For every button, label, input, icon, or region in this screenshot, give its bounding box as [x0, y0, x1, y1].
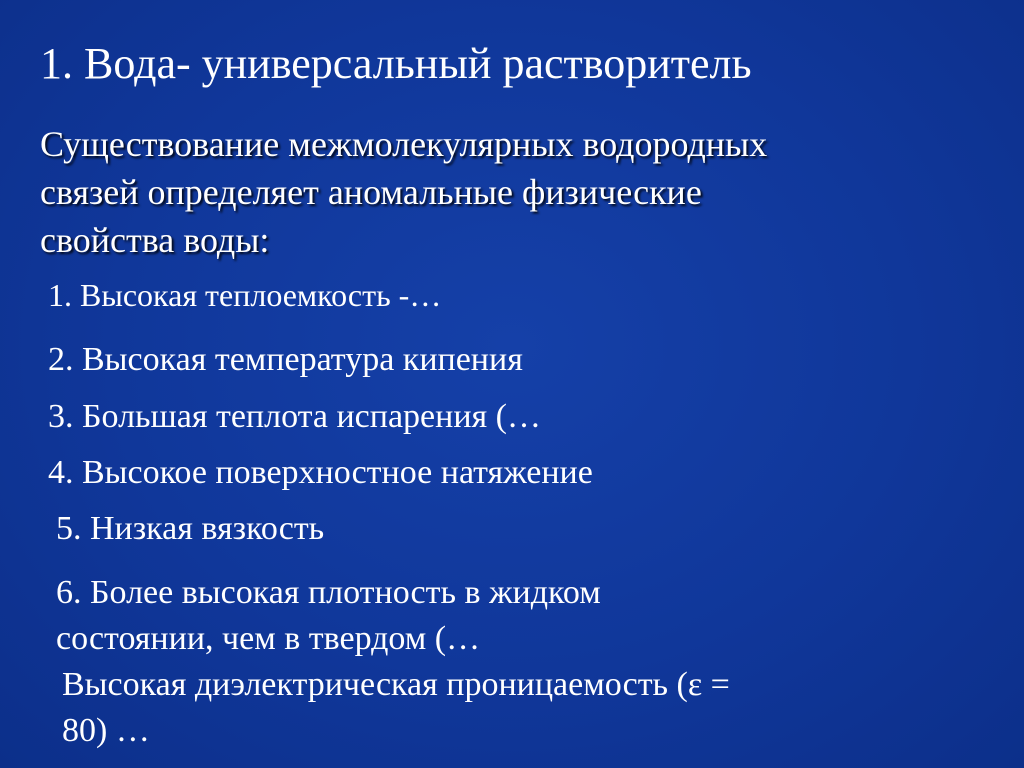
property-text: 1. Высокая теплоемкость -… — [48, 277, 442, 313]
property-item-viscosity — [56, 506, 324, 552]
property-item-dielectric — [62, 662, 730, 754]
property-item-heat-capacity — [48, 272, 441, 318]
property-text: 6. Более высокая плотность в жидком — [56, 574, 601, 611]
property-text: 3. Большая теплота испарения (… — [48, 398, 541, 435]
slide-title: 1. Вода- универсальный растворитель — [40, 39, 752, 88]
property-text: 80) … — [62, 712, 150, 749]
intro-line: связей определяет аномальные физические — [40, 172, 702, 212]
property-item-density — [56, 570, 601, 662]
intro-line: свойства воды: — [40, 220, 270, 260]
property-item-boiling-point — [48, 337, 523, 383]
property-text: состоянии, чем в твердом (… — [56, 620, 481, 657]
property-item-evaporation-heat — [48, 394, 541, 440]
property-text: 4. Высокое поверхностное натяжение — [48, 454, 593, 491]
property-text: 2. Высокая температура кипения — [48, 341, 523, 378]
property-text: 5. Низкая вязкость — [56, 510, 325, 547]
property-item-surface-tension — [48, 450, 593, 496]
property-text: Высокая диэлектрическая проницаемость (ε = — [62, 666, 730, 703]
intro-line: Существование межмолекулярных водородных — [40, 124, 768, 164]
intro-text — [40, 120, 1000, 264]
